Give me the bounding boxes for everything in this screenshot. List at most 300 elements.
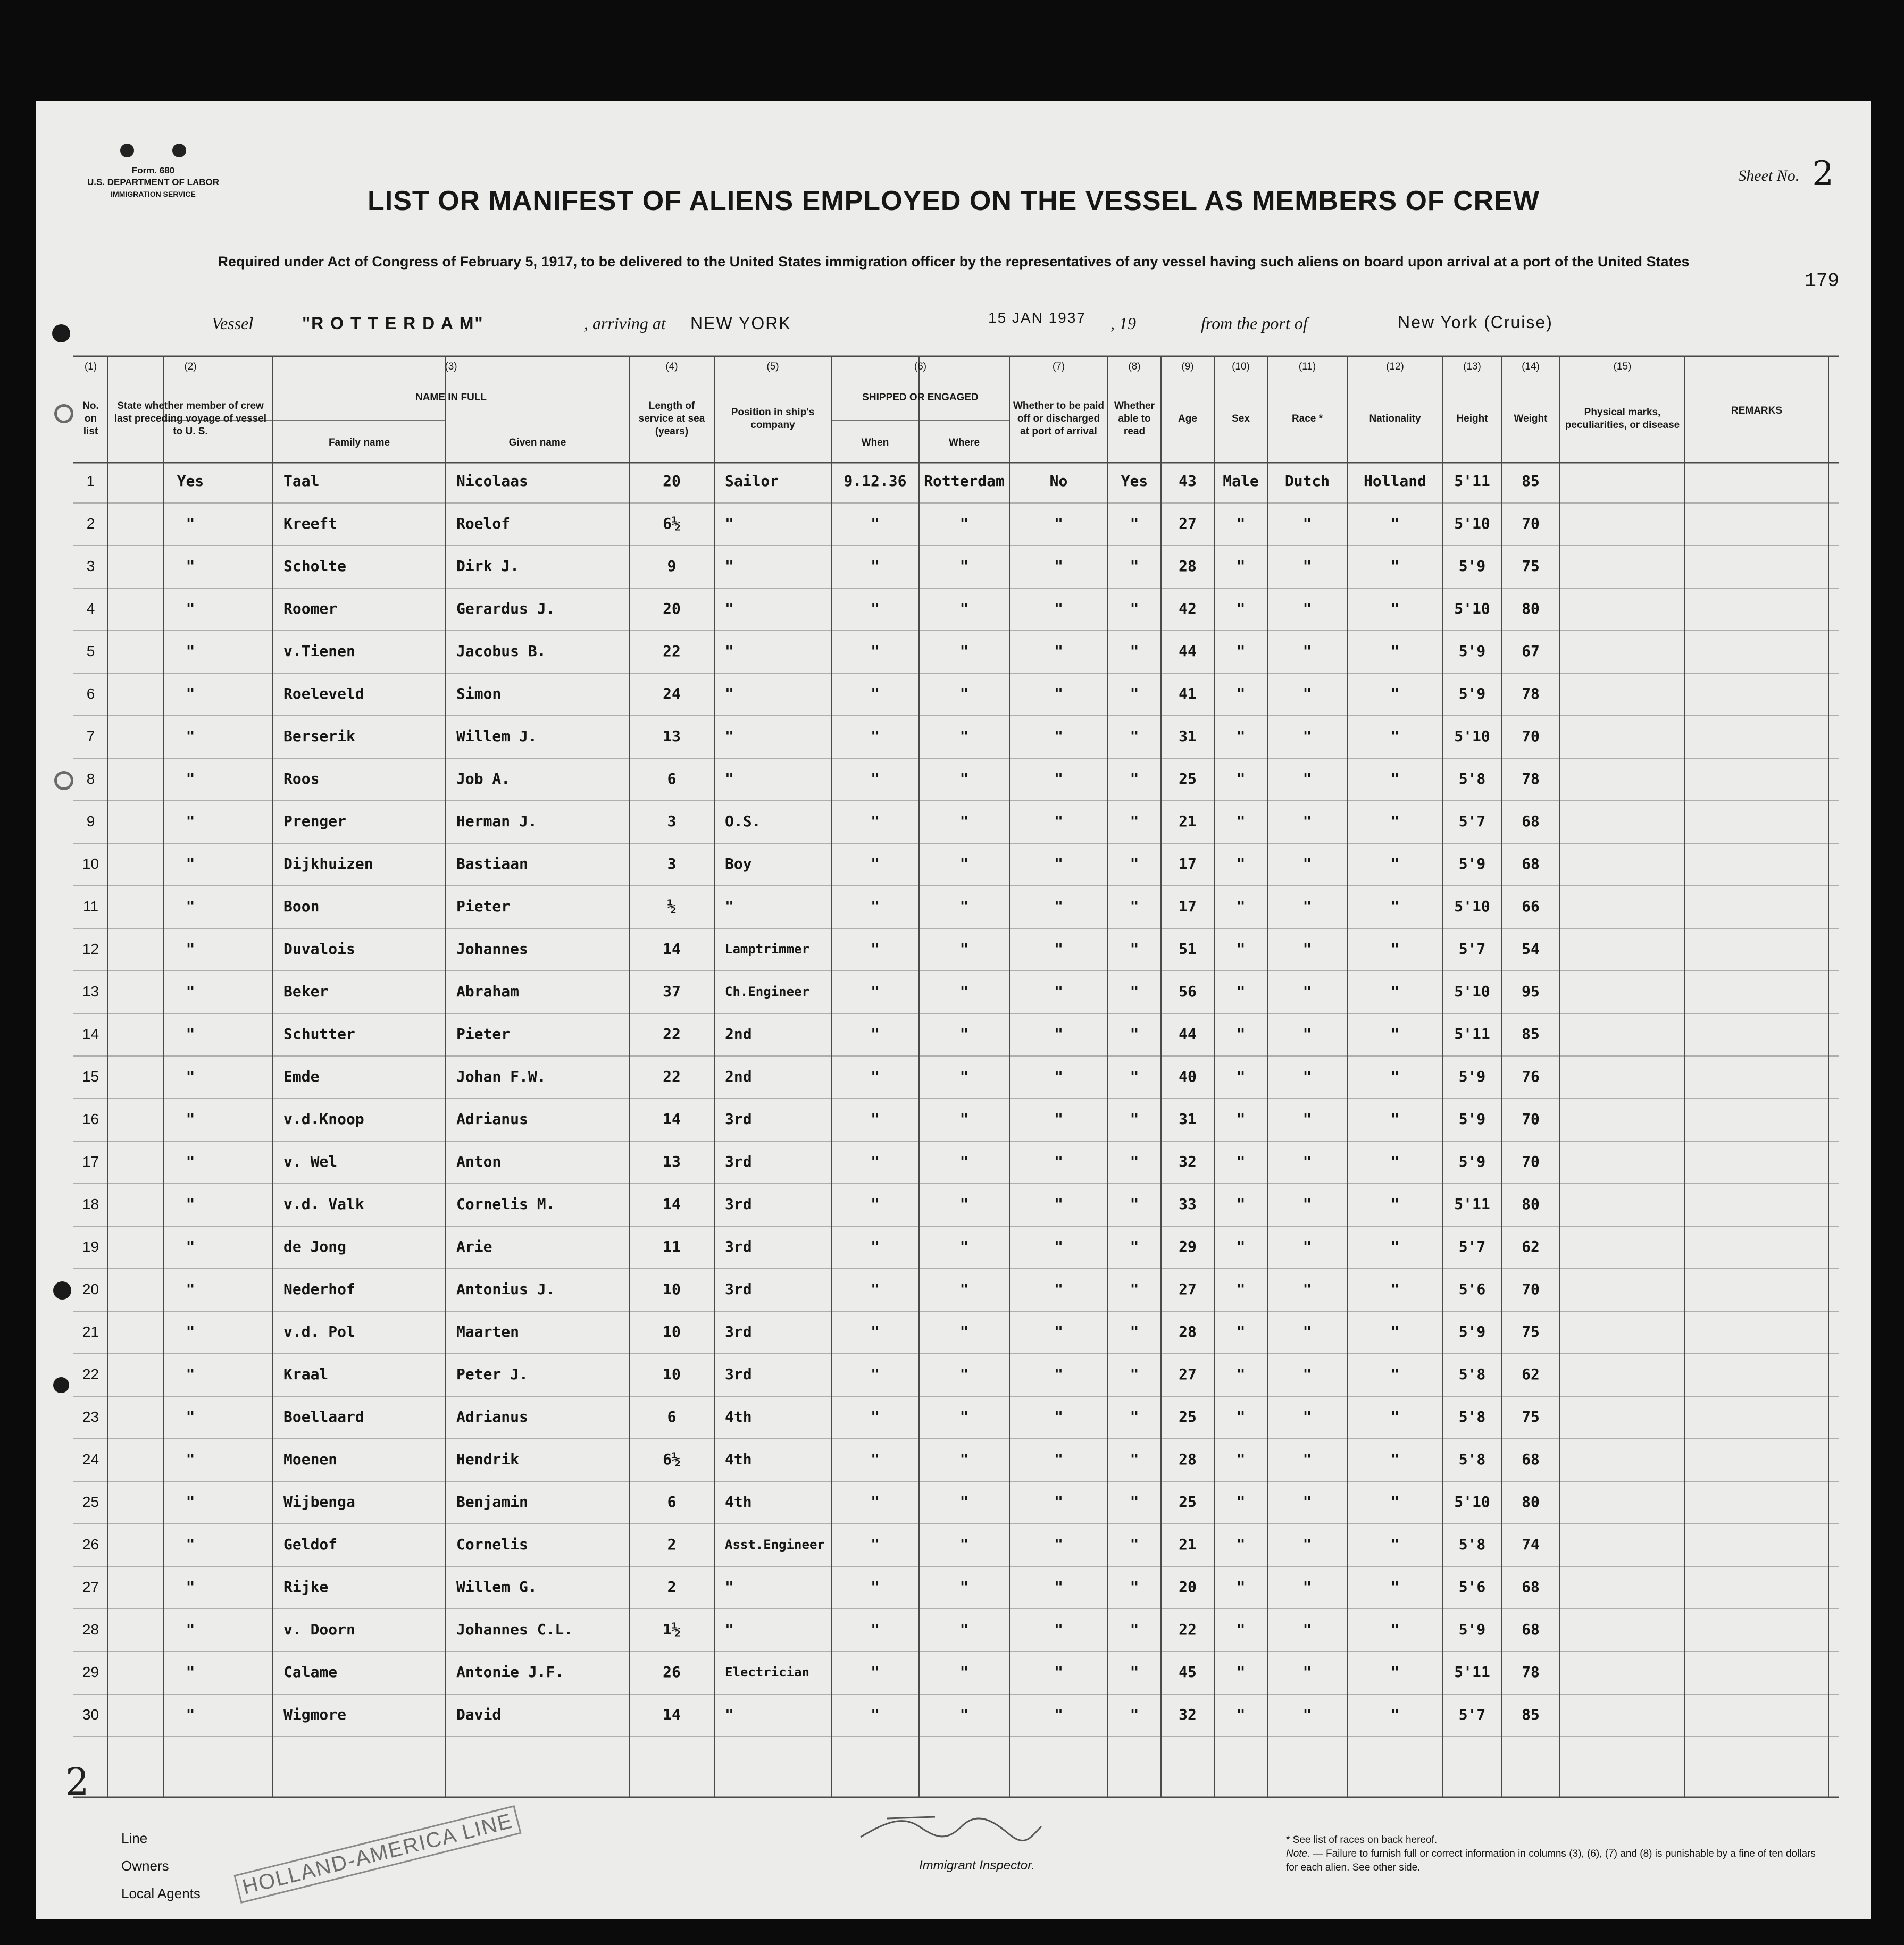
service-years: 1½ xyxy=(663,1621,681,1638)
height: 5'11 xyxy=(1454,1025,1490,1043)
shipped-when: " xyxy=(871,1706,880,1723)
race: " xyxy=(1302,557,1312,575)
able-to-read: " xyxy=(1130,812,1139,830)
family-name: Wigmore xyxy=(283,1706,347,1723)
family-name: v.d. Pol xyxy=(283,1323,355,1340)
age: 28 xyxy=(1179,1451,1197,1468)
sex: " xyxy=(1236,1408,1246,1426)
position: 3rd xyxy=(725,1153,752,1170)
given-name: Willem J. xyxy=(456,727,537,745)
weight: 70 xyxy=(1522,515,1540,532)
position: " xyxy=(725,898,734,915)
family-name: Kraal xyxy=(283,1365,329,1383)
service-years: 13 xyxy=(663,1153,681,1170)
list-number: 13 xyxy=(82,983,99,1000)
agents-label: Local Agents xyxy=(121,1885,201,1901)
given-name: Anton xyxy=(456,1153,502,1170)
form-number: Form. 680 xyxy=(131,165,175,175)
arrival-date: 15 JAN 1937 xyxy=(988,309,1086,326)
list-number: 11 xyxy=(82,898,99,915)
weight: 54 xyxy=(1522,940,1540,958)
weight: 78 xyxy=(1522,770,1540,787)
paid-off: " xyxy=(1054,1280,1063,1298)
given-name: Willem G. xyxy=(456,1578,537,1596)
weight: 67 xyxy=(1522,642,1540,660)
shipped-when: " xyxy=(871,1238,880,1255)
column-label: Weight xyxy=(1514,413,1548,424)
shipped-where: " xyxy=(959,1323,969,1340)
list-number: 24 xyxy=(82,1451,99,1468)
weight: 62 xyxy=(1522,1238,1540,1255)
paid-off: " xyxy=(1054,812,1063,830)
position: 2nd xyxy=(725,1068,752,1085)
family-name: Roomer xyxy=(283,600,338,617)
previous-voyage: " xyxy=(186,727,195,745)
service-years: 6 xyxy=(667,770,677,787)
position: O.S. xyxy=(725,812,761,830)
column-number: (1) xyxy=(84,361,97,372)
column-header xyxy=(1685,361,1828,462)
list-number: 20 xyxy=(82,1281,99,1297)
height: 5'11 xyxy=(1454,1195,1490,1213)
able-to-read: " xyxy=(1130,770,1139,787)
position: " xyxy=(725,600,734,617)
paid-off: " xyxy=(1054,1493,1063,1511)
race: " xyxy=(1302,727,1312,745)
footer-note xyxy=(1286,1833,1828,1875)
page-subtitle: Required under Act of Congress of February 5, 1917, to be delivered to the United States immigration officer by the representatives of any vessel having such aliens on board upon arrival at a port of the United States xyxy=(218,254,1690,270)
paid-off: " xyxy=(1054,940,1063,958)
nationality: " xyxy=(1390,727,1400,745)
paid-off: " xyxy=(1054,770,1063,787)
column-header xyxy=(273,361,629,419)
able-to-read: " xyxy=(1130,557,1139,575)
paid-off: " xyxy=(1054,1451,1063,1468)
shipped-when: " xyxy=(871,1663,880,1681)
inspector-signature xyxy=(855,1810,1047,1848)
shipped-where: " xyxy=(959,1621,969,1638)
weight: 68 xyxy=(1522,1451,1540,1468)
shipped-where: " xyxy=(959,1068,969,1085)
nationality: " xyxy=(1390,685,1400,702)
previous-voyage: " xyxy=(186,1578,195,1596)
shipped-where: " xyxy=(959,1451,969,1468)
list-number: 4 xyxy=(86,600,95,617)
position: Ch.Engineer xyxy=(725,984,809,999)
age: 42 xyxy=(1179,600,1197,617)
race: " xyxy=(1302,1280,1312,1298)
height: 5'7 xyxy=(1458,812,1486,830)
list-number: 3 xyxy=(86,558,95,574)
height: 5'10 xyxy=(1454,515,1490,532)
previous-voyage: " xyxy=(186,515,195,532)
height: 5'11 xyxy=(1454,472,1490,490)
height: 5'9 xyxy=(1458,557,1486,575)
weight: 80 xyxy=(1522,1195,1540,1213)
able-to-read: " xyxy=(1130,600,1139,617)
previous-voyage: " xyxy=(186,1706,195,1723)
paid-off: " xyxy=(1054,1025,1063,1043)
position: 4th xyxy=(725,1408,752,1426)
shipped-when: " xyxy=(871,557,880,575)
able-to-read: " xyxy=(1130,1365,1139,1383)
column-header xyxy=(831,361,1009,419)
column-header xyxy=(1501,361,1560,462)
previous-voyage: " xyxy=(186,1536,195,1553)
shipped-where: " xyxy=(959,1025,969,1043)
race: " xyxy=(1302,1493,1312,1511)
column-header xyxy=(919,424,1009,462)
paid-off: " xyxy=(1054,983,1063,1000)
height: 5'6 xyxy=(1458,1280,1486,1298)
given-name: Abraham xyxy=(456,983,520,1000)
age: 45 xyxy=(1179,1663,1197,1681)
shipped-when: " xyxy=(871,898,880,915)
nationality: " xyxy=(1390,600,1400,617)
nationality: " xyxy=(1390,1110,1400,1128)
shipped-where: " xyxy=(959,1578,969,1596)
age: 32 xyxy=(1179,1153,1197,1170)
height: 5'10 xyxy=(1454,1493,1490,1511)
paid-off: " xyxy=(1054,1068,1063,1085)
paid-off: " xyxy=(1054,1323,1063,1340)
position: 3rd xyxy=(725,1280,752,1298)
shipped-when: " xyxy=(871,1536,880,1553)
race: " xyxy=(1302,685,1312,702)
sex: " xyxy=(1236,1195,1246,1213)
paid-off: " xyxy=(1054,1663,1063,1681)
column-label: NAME IN FULL xyxy=(415,392,487,403)
shipped-when: " xyxy=(871,1408,880,1426)
service-years: 3 xyxy=(667,855,677,873)
able-to-read: " xyxy=(1130,642,1139,660)
previous-voyage: " xyxy=(186,983,195,1000)
family-name: Roeleveld xyxy=(283,685,364,702)
age: 40 xyxy=(1179,1068,1197,1085)
sex: " xyxy=(1236,940,1246,958)
shipped-when: " xyxy=(871,1365,880,1383)
paid-off: " xyxy=(1054,685,1063,702)
position: " xyxy=(725,1621,734,1638)
race: " xyxy=(1302,898,1312,915)
page-title: LIST OR MANIFEST OF ALIENS EMPLOYED ON THE VESSEL AS MEMBERS OF CREW xyxy=(368,186,1540,216)
sex: " xyxy=(1236,855,1246,873)
paid-off: " xyxy=(1054,855,1063,873)
age: 28 xyxy=(1179,1323,1197,1340)
position: 3rd xyxy=(725,1238,752,1255)
shipped-where: " xyxy=(959,898,969,915)
weight: 78 xyxy=(1522,1663,1540,1681)
nationality: " xyxy=(1390,1153,1400,1170)
race: " xyxy=(1302,1110,1312,1128)
list-number: 22 xyxy=(82,1366,99,1382)
family-name: Calame xyxy=(283,1663,338,1681)
given-name: Johannes C.L. xyxy=(456,1621,573,1638)
service-years: 10 xyxy=(663,1365,681,1383)
list-number: 12 xyxy=(82,941,99,957)
line-stamp: HOLLAND-AMERICA LINE xyxy=(233,1805,521,1904)
shipped-when: " xyxy=(871,1110,880,1128)
position: " xyxy=(725,1578,734,1596)
nationality: " xyxy=(1390,1536,1400,1553)
position: 4th xyxy=(725,1451,752,1468)
note-text: — Failure to furnish full or correct information in columns (3), (6), (7) and (8) is punishable by a fine of ten dollars for each alien. See other side. xyxy=(1286,1848,1816,1873)
column-header xyxy=(1108,361,1161,462)
previous-voyage: " xyxy=(186,1110,195,1128)
sex: " xyxy=(1236,1365,1246,1383)
height: 5'9 xyxy=(1458,685,1486,702)
previous-voyage: " xyxy=(186,557,195,575)
paid-off: " xyxy=(1054,1110,1063,1128)
able-to-read: " xyxy=(1130,983,1139,1000)
shipped-when: " xyxy=(871,727,880,745)
previous-voyage: " xyxy=(186,1365,195,1383)
shipped-when: " xyxy=(871,685,880,702)
age: 56 xyxy=(1179,983,1197,1000)
position: 2nd xyxy=(725,1025,752,1043)
service-years: 22 xyxy=(663,1025,681,1043)
column-label: Nationality xyxy=(1369,413,1421,424)
height: 5'10 xyxy=(1454,727,1490,745)
column-label: Height xyxy=(1456,413,1488,424)
column-header xyxy=(446,424,629,462)
nationality: " xyxy=(1390,1621,1400,1638)
position: Lamptrimmer xyxy=(725,942,809,957)
column-header xyxy=(1214,361,1267,462)
service-years: 2 xyxy=(667,1578,677,1596)
previous-voyage: " xyxy=(186,1493,195,1511)
race: " xyxy=(1302,940,1312,958)
list-number: 30 xyxy=(82,1706,99,1723)
nationality: " xyxy=(1390,1195,1400,1213)
shipped-when: " xyxy=(871,1195,880,1213)
height: 5'9 xyxy=(1458,855,1486,873)
paid-off: " xyxy=(1054,515,1063,532)
race: " xyxy=(1302,1621,1312,1638)
age: 28 xyxy=(1179,557,1197,575)
position: Sailor xyxy=(725,472,779,490)
given-name: Job A. xyxy=(456,770,511,787)
service-years: 26 xyxy=(663,1663,681,1681)
sex: " xyxy=(1236,1068,1246,1085)
column-label: Length of service at sea (years) xyxy=(638,400,705,437)
list-number: 21 xyxy=(82,1323,99,1340)
family-name: Schutter xyxy=(283,1025,355,1043)
given-name: Simon xyxy=(456,685,502,702)
sheet-value: 2 xyxy=(1812,154,1834,194)
service-years: 6½ xyxy=(663,515,681,532)
column-number: (4) xyxy=(665,361,678,372)
able-to-read: Yes xyxy=(1121,472,1148,490)
list-number: 28 xyxy=(82,1621,99,1638)
service: IMMIGRATION SERVICE xyxy=(111,190,196,198)
position: 3rd xyxy=(725,1110,752,1128)
race: " xyxy=(1302,1153,1312,1170)
family-name: Nederhof xyxy=(283,1280,355,1298)
age: 41 xyxy=(1179,685,1197,702)
list-number: 14 xyxy=(82,1026,99,1042)
family-name: v. Wel xyxy=(283,1153,338,1170)
previous-voyage: " xyxy=(186,1025,195,1043)
height: 5'9 xyxy=(1458,1110,1486,1128)
weight: 75 xyxy=(1522,1408,1540,1426)
nationality: " xyxy=(1390,983,1400,1000)
shipped-where: " xyxy=(959,855,969,873)
age: 27 xyxy=(1179,1365,1197,1383)
age: 29 xyxy=(1179,1238,1197,1255)
age: 43 xyxy=(1179,472,1197,490)
service-years: 9 xyxy=(667,557,677,575)
arriving-label: , arriving at xyxy=(584,314,666,333)
shipped-where: " xyxy=(959,1110,969,1128)
nationality: " xyxy=(1390,812,1400,830)
race: " xyxy=(1302,1706,1312,1723)
nationality: " xyxy=(1390,515,1400,532)
weight: 70 xyxy=(1522,1280,1540,1298)
previous-voyage: " xyxy=(186,1451,195,1468)
column-number: (6) xyxy=(914,361,927,372)
race: " xyxy=(1302,1365,1312,1383)
paid-off: " xyxy=(1054,1238,1063,1255)
family-name: Duvalois xyxy=(283,940,355,958)
column-label: SHIPPED OR ENGAGED xyxy=(862,392,979,403)
given-name: Arie xyxy=(456,1238,492,1255)
paid-off: " xyxy=(1054,1153,1063,1170)
service-years: 20 xyxy=(663,472,681,490)
height: 5'8 xyxy=(1458,1536,1486,1553)
position: 3rd xyxy=(725,1323,752,1340)
column-header xyxy=(714,361,831,462)
shipped-where: " xyxy=(959,1408,969,1426)
family-name: Roos xyxy=(283,770,320,787)
family-name: Boon xyxy=(283,898,320,915)
position: " xyxy=(725,515,734,532)
shipped-where: " xyxy=(959,1238,969,1255)
list-number: 17 xyxy=(82,1153,99,1170)
column-label: Whether able to read xyxy=(1114,400,1155,437)
given-name: Adrianus xyxy=(456,1408,528,1426)
list-number: 26 xyxy=(82,1536,99,1553)
given-name: Benjamin xyxy=(456,1493,528,1511)
given-name: Antonie J.F. xyxy=(456,1663,564,1681)
nationality: " xyxy=(1390,1280,1400,1298)
column-number: (5) xyxy=(766,361,779,372)
handwritten-number: 179 xyxy=(1805,270,1839,292)
height: 5'8 xyxy=(1458,770,1486,787)
shipped-where: " xyxy=(959,727,969,745)
shipped-when: " xyxy=(871,855,880,873)
shipped-where: " xyxy=(959,770,969,787)
weight: 85 xyxy=(1522,472,1540,490)
weight: 68 xyxy=(1522,812,1540,830)
vessel-label: Vessel xyxy=(212,314,254,333)
given-name: Herman J. xyxy=(456,812,537,830)
family-name: Boellaard xyxy=(283,1408,364,1426)
list-number: 25 xyxy=(82,1494,99,1510)
given-name: Pieter xyxy=(456,898,511,915)
weight: 70 xyxy=(1522,727,1540,745)
list-number: 18 xyxy=(82,1196,99,1212)
able-to-read: " xyxy=(1130,1493,1139,1511)
list-number: 6 xyxy=(86,685,95,702)
nationality: " xyxy=(1390,557,1400,575)
able-to-read: " xyxy=(1130,1578,1139,1596)
position: 3rd xyxy=(725,1365,752,1383)
previous-voyage: " xyxy=(186,940,195,958)
race: " xyxy=(1302,1323,1312,1340)
column-header xyxy=(629,361,714,462)
race: " xyxy=(1302,600,1312,617)
paid-off: " xyxy=(1054,557,1063,575)
shipped-where: " xyxy=(959,983,969,1000)
service-years: ½ xyxy=(667,898,677,915)
sex: " xyxy=(1236,1280,1246,1298)
height: 5'7 xyxy=(1458,1238,1486,1255)
height: 5'10 xyxy=(1454,898,1490,915)
previous-voyage: " xyxy=(186,770,195,787)
previous-voyage: " xyxy=(186,1195,195,1213)
height: 5'9 xyxy=(1458,1323,1486,1340)
race: " xyxy=(1302,855,1312,873)
position: Boy xyxy=(725,855,752,873)
from-label: from the port of xyxy=(1201,314,1308,333)
nationality: " xyxy=(1390,855,1400,873)
race: " xyxy=(1302,515,1312,532)
column-number: (2) xyxy=(184,361,197,372)
age: 31 xyxy=(1179,1110,1197,1128)
weight: 76 xyxy=(1522,1068,1540,1085)
shipped-where: " xyxy=(959,1536,969,1553)
previous-voyage: " xyxy=(186,855,195,873)
able-to-read: " xyxy=(1130,898,1139,915)
column-number: (11) xyxy=(1298,361,1316,372)
family-name: Scholte xyxy=(283,557,347,575)
column-header xyxy=(831,424,919,462)
height: 5'6 xyxy=(1458,1578,1486,1596)
service-years: 11 xyxy=(663,1238,681,1255)
paid-off: " xyxy=(1054,600,1063,617)
column-label: When xyxy=(861,437,889,448)
shipped-when: " xyxy=(871,940,880,958)
family-name: Rijke xyxy=(283,1578,329,1596)
column-header xyxy=(1560,361,1685,462)
list-number: 1 xyxy=(86,473,95,489)
list-number: 9 xyxy=(86,813,95,829)
column-label: No. on list xyxy=(82,400,99,437)
list-number: 16 xyxy=(82,1111,99,1127)
age: 25 xyxy=(1179,1408,1197,1426)
column-label: Given name xyxy=(508,437,566,448)
previous-voyage: " xyxy=(186,1153,195,1170)
shipped-where: " xyxy=(959,1195,969,1213)
sex: " xyxy=(1236,685,1246,702)
given-name: Antonius J. xyxy=(456,1280,555,1298)
service-years: 22 xyxy=(663,642,681,660)
previous-voyage: " xyxy=(186,1068,195,1085)
family-name: Beker xyxy=(283,983,329,1000)
shipped-where: " xyxy=(959,1663,969,1681)
able-to-read: " xyxy=(1130,1153,1139,1170)
given-name: Johan F.W. xyxy=(456,1068,546,1085)
column-header xyxy=(1161,361,1214,462)
given-name: Cornelis M. xyxy=(456,1195,555,1213)
weight: 62 xyxy=(1522,1365,1540,1383)
service-years: 14 xyxy=(663,1110,681,1128)
sex: " xyxy=(1236,898,1246,915)
age: 31 xyxy=(1179,727,1197,745)
column-number: (15) xyxy=(1613,361,1632,372)
age: 22 xyxy=(1179,1621,1197,1638)
